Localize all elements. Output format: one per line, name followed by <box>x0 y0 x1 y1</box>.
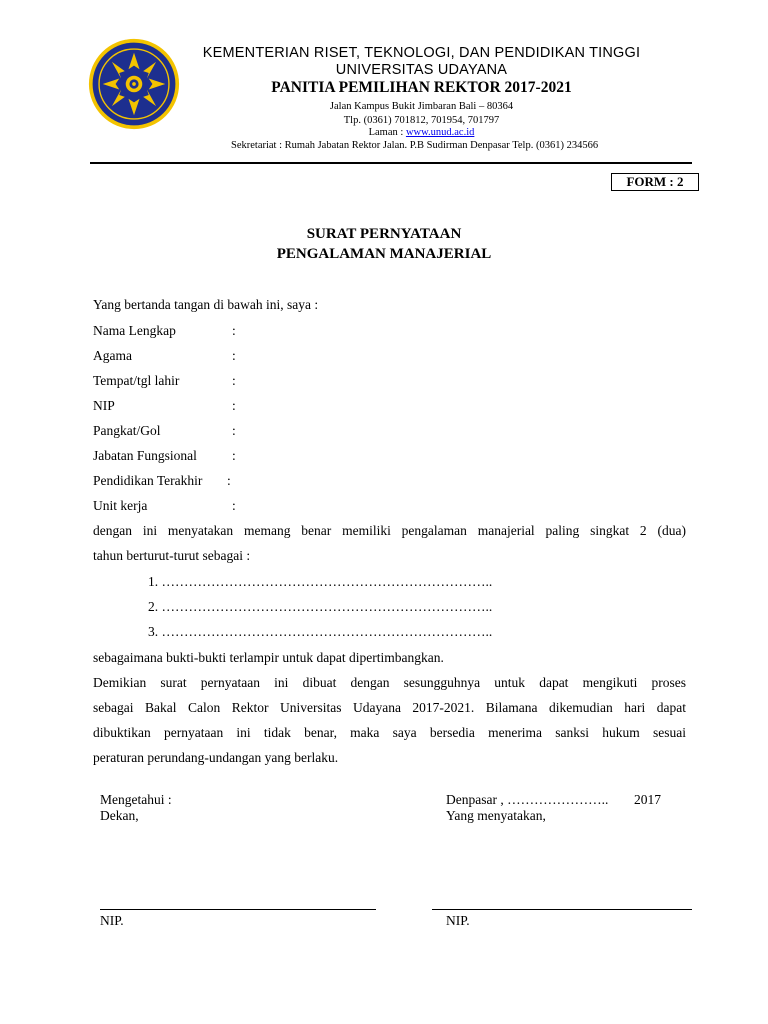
university-name: UNIVERSITAS UDAYANA <box>335 62 508 78</box>
statement-line-1: dengan ini menyatakan memang benar memiliki pengalaman manajerial paling singkat 2 (dua) <box>93 523 686 538</box>
field-colon: : <box>232 348 236 363</box>
experience-item-3: 3. ……………………………………………………………….. <box>148 624 493 639</box>
declarant-nip-label: NIP. <box>446 913 470 928</box>
declarant-label: Yang menyatakan, <box>446 808 546 823</box>
closing-line-4: peraturan perundang-undangan yang berlaku. <box>93 750 339 765</box>
field-label-rank: Pangkat/Gol <box>93 423 161 438</box>
ministry-name: KEMENTERIAN RISET, TEKNOLOGI, DAN PENDIDIKAN TINGGI <box>202 45 641 61</box>
field-label-unit: Unit kerja <box>93 498 148 513</box>
closing-line-3: dibuktikan pernyataan ini tidak benar, maka saya bersedia menerima sanksi hukum sesuai <box>93 725 686 740</box>
dean-signature-line <box>100 909 376 910</box>
field-label-birth: Tempat/tgl lahir <box>93 373 180 388</box>
field-colon: : <box>232 398 236 413</box>
field-colon: : <box>227 473 231 488</box>
field-colon: : <box>232 373 236 388</box>
phone-numbers: Tlp. (0361) 701812, 701954, 701797 <box>343 115 500 126</box>
declarant-signature-line <box>432 909 692 910</box>
closing-line-2: sebagai Bakal Calon Rektor Universitas Udayana 2017-2021. Bilamana dikemudian hari dapat <box>93 700 686 715</box>
field-label-name: Nama Lengkap <box>93 323 176 338</box>
closing-line-1: Demikian surat pernyataan ini dibuat dengan sesungguhnya untuk dapat mengikuti proses <box>93 675 686 690</box>
website-label: Laman : <box>368 127 406 138</box>
dean-nip-label: NIP. <box>100 913 124 928</box>
field-label-education: Pendidikan Terakhir <box>93 473 203 488</box>
address: Jalan Kampus Bukit Jimbaran Bali – 80364 <box>329 101 514 112</box>
field-colon: : <box>232 498 236 513</box>
statement-line-2: tahun berturut-turut sebagai : <box>93 548 251 563</box>
field-colon: : <box>232 423 236 438</box>
field-colon: : <box>232 323 236 338</box>
field-colon: : <box>232 448 236 463</box>
secretariat: Sekretariat : Rumah Jabatan Rektor Jalan. P.B Sudirman Denpasar Telp. (0361) 234566 <box>231 140 599 151</box>
website-line <box>0 127 768 138</box>
field-label-religion: Agama <box>93 348 132 363</box>
place-date: Denpasar , ………………….. <box>446 792 609 807</box>
evidence-text: sebagaimana bukti-bukti terlampir untuk dapat dipertimbangkan. <box>93 650 444 665</box>
experience-item-2: 2. ……………………………………………………………….. <box>148 599 493 614</box>
document-title: SURAT PERNYATAAN <box>306 226 462 242</box>
letterhead-divider <box>90 162 692 164</box>
field-label-nip: NIP <box>93 398 115 413</box>
intro-text: Yang bertanda tangan di bawah ini, saya : <box>93 297 319 312</box>
experience-item-1: 1. ……………………………………………………………….. <box>148 574 493 589</box>
website-link[interactable]: www.unud.ac.id <box>405 127 475 138</box>
committee-name: PANITIA PEMILIHAN REKTOR 2017-2021 <box>271 79 572 96</box>
year: 2017 <box>634 792 661 807</box>
form-number-box: FORM : 2 <box>611 173 699 191</box>
field-label-position: Jabatan Fungsional <box>93 448 197 463</box>
dean-label: Dekan, <box>100 808 139 823</box>
document-subtitle: PENGALAMAN MANAJERIAL <box>276 246 492 262</box>
acknowledged-label: Mengetahui : <box>100 792 172 807</box>
